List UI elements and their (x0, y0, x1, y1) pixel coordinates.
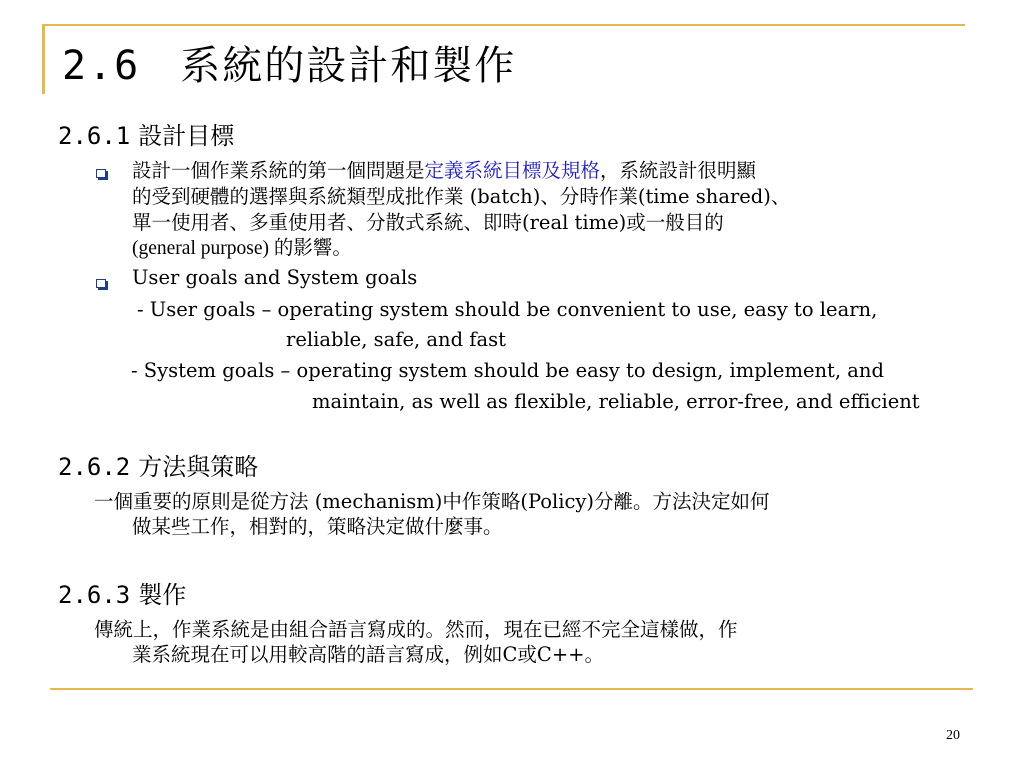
slide-title-number: 2.6 (62, 43, 141, 89)
user-goals-line-2: reliable, safe, and fast (286, 328, 506, 351)
user-goals-line-1: - User goals – operating system should be convenient to use, easy to learn, (137, 298, 878, 321)
goals-bullet-1-line-2: 的受到硬體的選擇與系統類型成批作業 (batch)、分時作業(time shared)、 (132, 185, 791, 208)
section-heading-implementation (58, 580, 186, 610)
goals-bullet-1 (132, 158, 962, 262)
page-number: 20 (946, 728, 960, 743)
system-goals-line-2: maintain, as well as flexible, reliable, error-free, and efficient (312, 390, 920, 413)
highlighted-text: 定義系統目標及規格 (424, 159, 601, 182)
bullet-icon (96, 279, 106, 288)
text-segment: 設計一個作業系統的第一個問題是 (132, 159, 425, 182)
goals-bullet-1-line-3: 單一使用者、多重使用者、分散式系統、即時(real time)或一般目的 (132, 211, 724, 234)
section-number: 2.6.1 (58, 122, 131, 150)
goals-bullet-1-line-4: (general purpose) 的影響。 (132, 238, 352, 259)
goals-bullet-2: User goals and System goals (132, 266, 418, 289)
section-title: 方法與策略 (138, 453, 259, 481)
section-number: 2.6.3 (58, 581, 131, 609)
implementation-line-1: 傳統上，作業系統是由組合語言寫成的。然而，現在已經不完全這樣做，作 (94, 618, 738, 641)
section-heading-goals (58, 121, 234, 151)
title-accent-top-line (42, 24, 965, 26)
slide-title (62, 40, 516, 92)
section-number: 2.6.2 (58, 453, 131, 481)
bullet-icon (96, 169, 106, 178)
mechanism-line-1: 一個重要的原則是從方法 (mechanism)中作策略(Policy)分離。方法決定如何 (94, 490, 770, 513)
title-accent-vertical-line (42, 26, 45, 94)
goals-bullet-1-line-1 (132, 158, 962, 184)
section-title: 製作 (138, 581, 187, 609)
footer-divider-line (50, 688, 973, 690)
section-heading-mechanism (58, 452, 258, 482)
system-goals-line-1: - System goals – operating system should be easy to design, implement, and (131, 359, 884, 382)
mechanism-line-2: 做某些工作，相對的，策略決定做什麼事。 (132, 515, 503, 538)
slide-title-text: 系統的設計和製作 (180, 43, 517, 89)
section-title: 設計目標 (138, 122, 235, 150)
implementation-line-2: 業系統現在可以用較高階的語言寫成，例如C或C++。 (132, 643, 605, 666)
text-segment: ，系統設計很明顯 (600, 159, 757, 182)
